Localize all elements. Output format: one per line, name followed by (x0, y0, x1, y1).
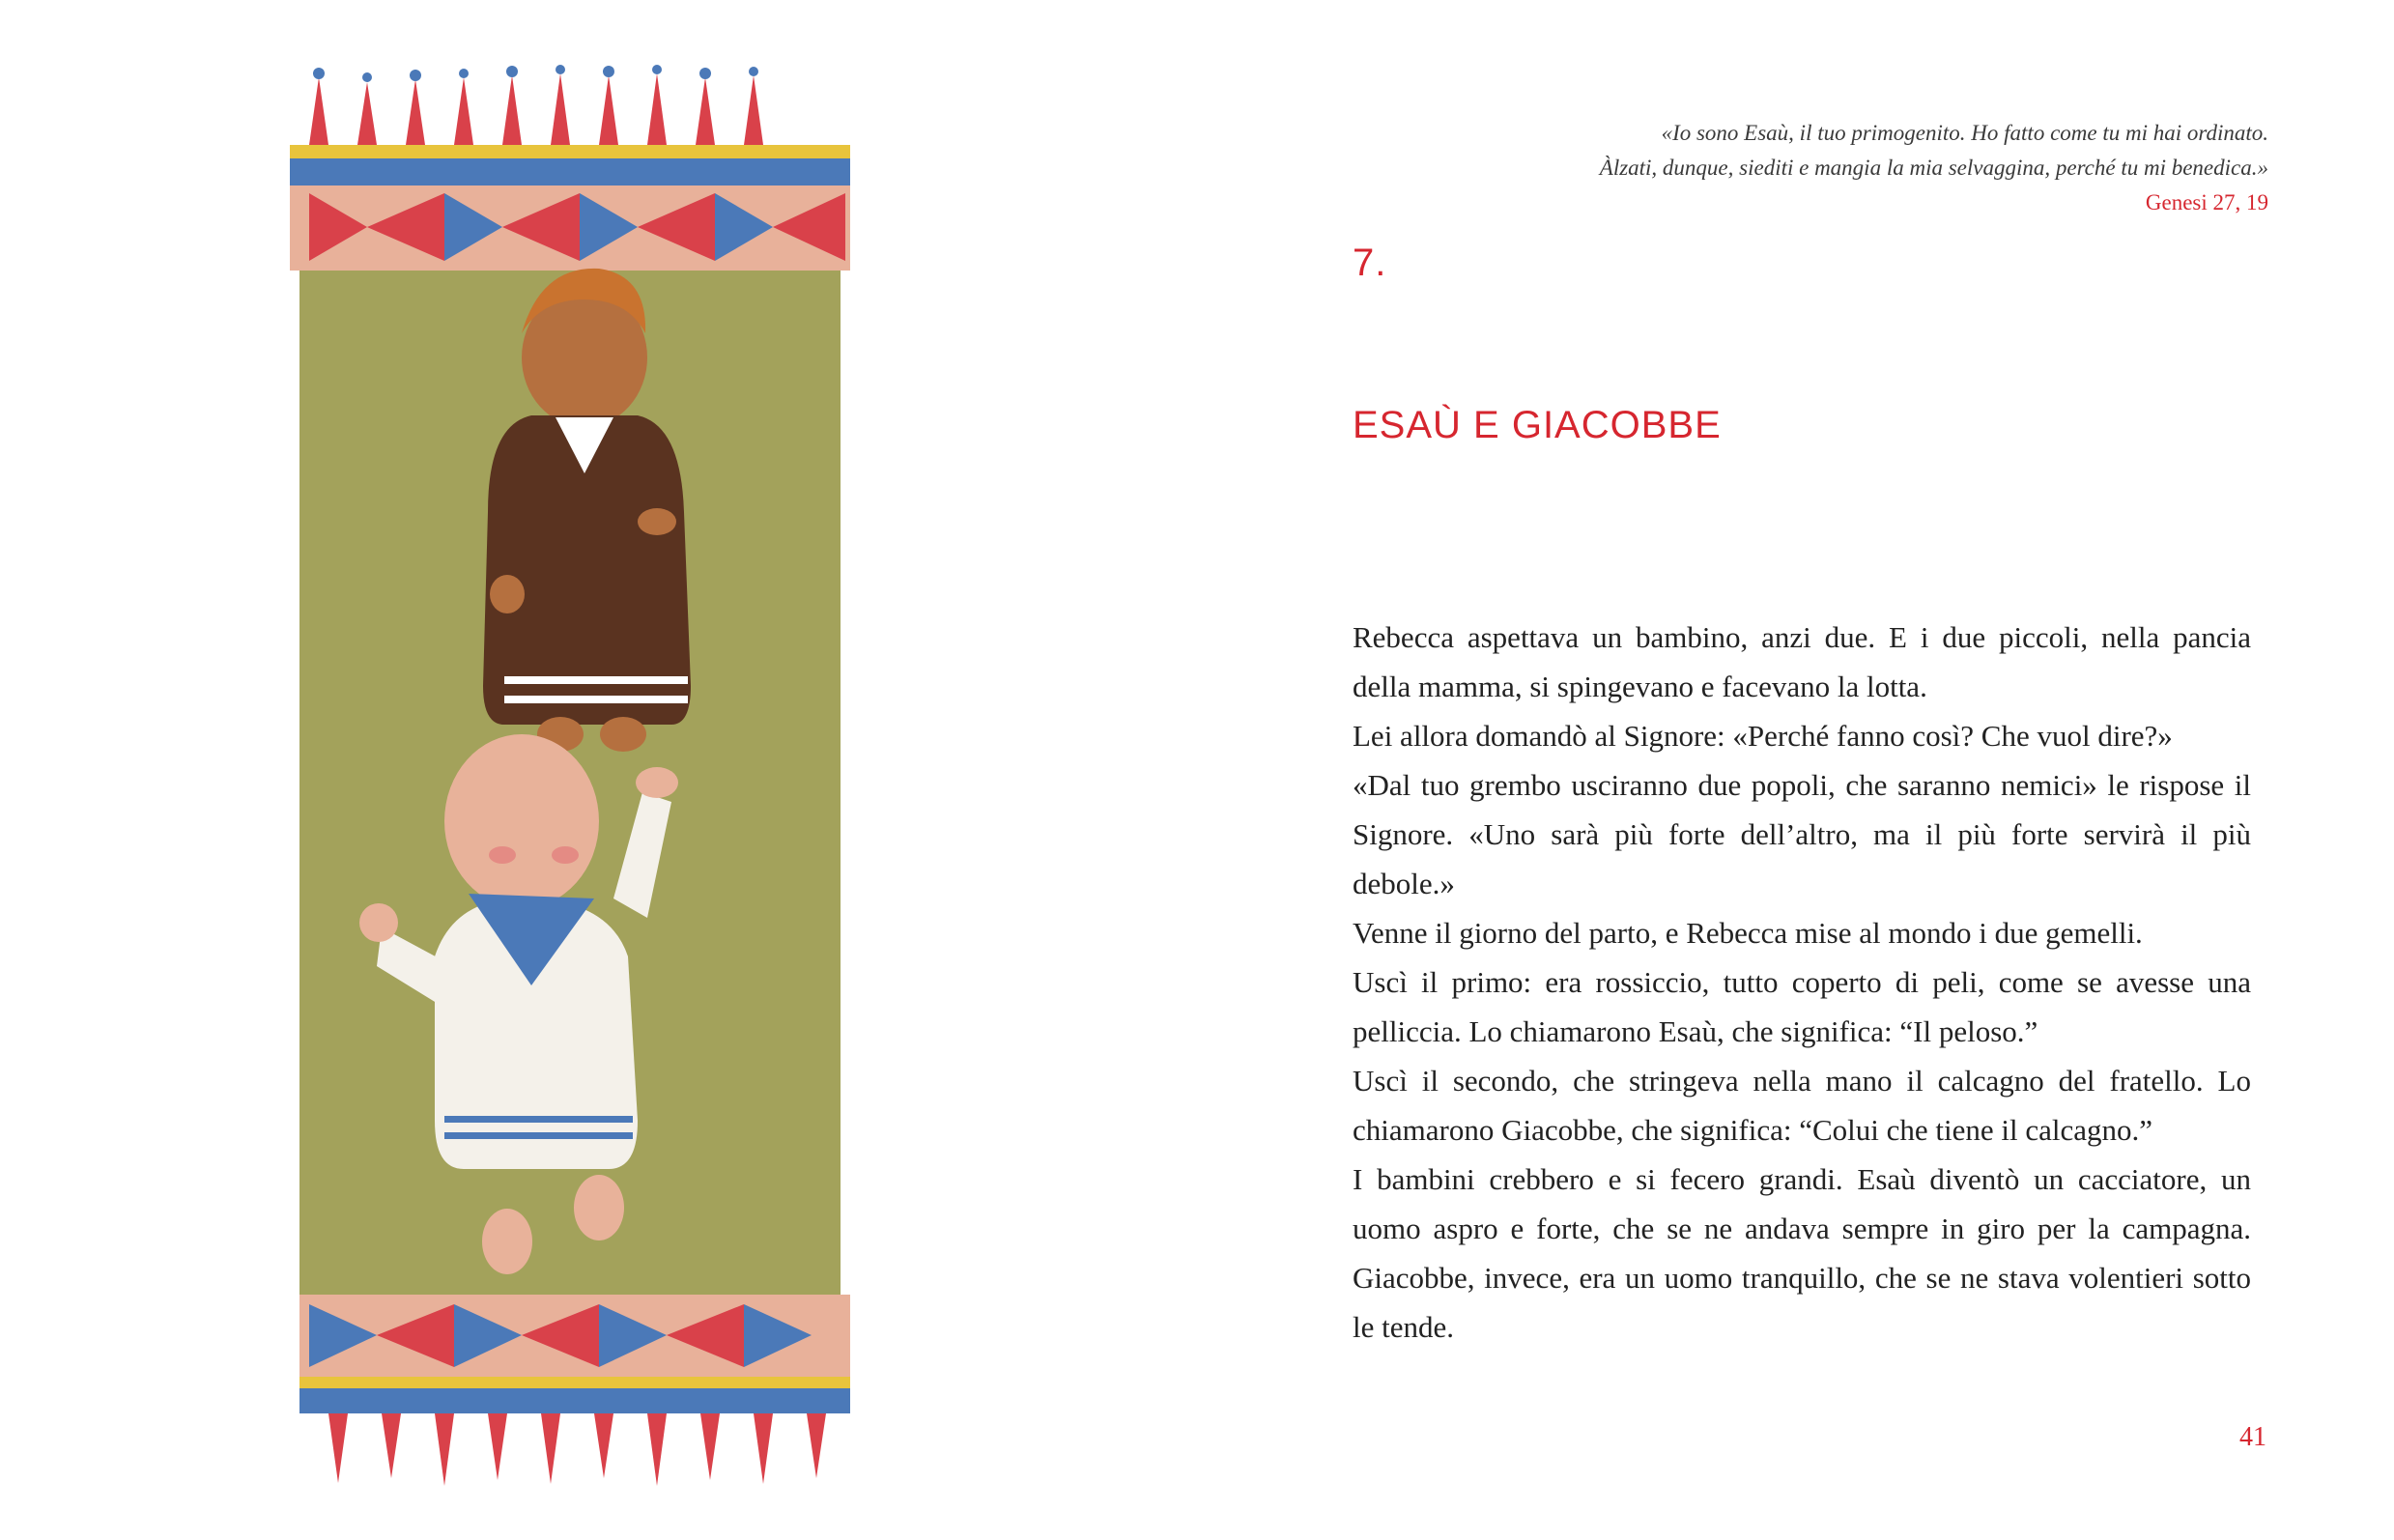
epigraph-line-1: «Io sono Esaù, il tuo primogenito. Ho fatto come tu mi hai ordinato. (1661, 121, 2268, 145)
page-number: 41 (2239, 1422, 2266, 1452)
body-paragraph: Rebecca aspettava un bambino, anzi due. E i due piccoli, nella pancia della mamma, si spingevano e facevano la lotta. (1353, 620, 2251, 703)
body-paragraph: Venne il giorno del parto, e Rebecca mise al mondo i due gemelli. (1353, 916, 2143, 950)
epigraph-reference: Genesi 27, 19 (2145, 190, 2268, 214)
chapter-number: 7. (1353, 242, 1387, 284)
epigraph-line-2: Àlzati, dunque, siediti e mangia la mia selvaggina, perché tu mi benedica.» (1599, 156, 2268, 180)
illustration-svg (290, 58, 908, 1507)
rug-illustration (290, 58, 908, 1507)
epigraph (1206, 116, 2268, 220)
bottom-tassels (328, 1413, 826, 1486)
bottom-border (299, 1295, 850, 1413)
chapter-body (1353, 613, 2251, 1352)
body-paragraph: «Dal tuo grembo usciranno due popoli, che saranno nemici» le rispose il Signore. «Uno sarà più forte dell’altro, ma il più forte servirà il più debole.» (1353, 768, 2251, 900)
body-paragraph: Uscì il secondo, che stringeva nella mano il calcagno del fratello. Lo chiamarono Giacobbe, che significa: “Colui che tiene il calcagno.” (1353, 1064, 2251, 1147)
top-tassels (309, 65, 763, 145)
chapter-title: ESAÙ E GIACOBBE (1353, 404, 1722, 446)
body-paragraph: Lei allora domandò al Signore: «Perché fanno così? Che vuol dire?» (1353, 719, 2173, 753)
top-border (290, 145, 850, 271)
body-paragraph: I bambini crebbero e si fecero grandi. Esaù diventò un cacciatore, un uomo aspro e forte, che se ne andava sempre in giro per la campagna. Giacobbe, invece, era un uomo tranquillo, che se ne stava volentieri sotto le tende. (1353, 1162, 2251, 1344)
body-paragraph: Uscì il primo: era rossiccio, tutto coperto di peli, come se avesse una pelliccia. Lo chiamarono Esaù, che significa: “Il peloso.” (1353, 965, 2251, 1048)
